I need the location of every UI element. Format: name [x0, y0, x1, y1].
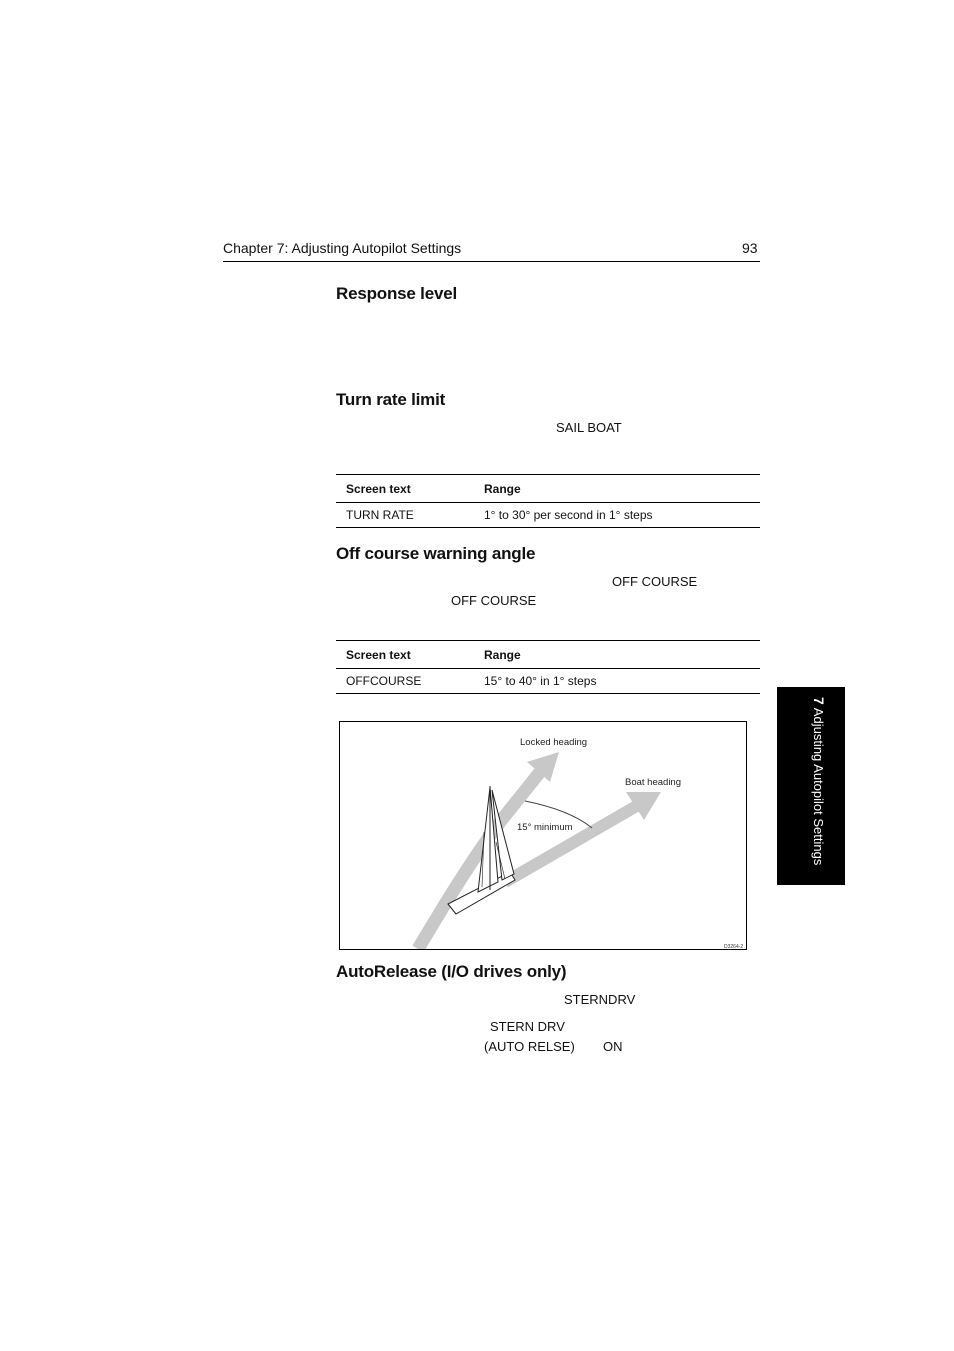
- inline-sterndrv: STERNDRV: [564, 992, 636, 1007]
- inline-off-course-1: OFF COURSE: [612, 574, 698, 589]
- table-header-cell: Range: [474, 641, 760, 669]
- table-header-row: [336, 641, 760, 669]
- table-header-row: [336, 475, 760, 503]
- diagram-illustration: [340, 722, 746, 949]
- table-cell: OFFCOURSE: [336, 669, 474, 694]
- chapter-side-tab: [777, 687, 845, 885]
- table-row: [336, 503, 760, 528]
- inline-on: ON: [603, 1039, 623, 1054]
- heading-response-level: Response level: [336, 284, 457, 303]
- figure-id: D3264-2: [724, 944, 744, 949]
- heading-off-course-warning: Off course warning angle: [336, 544, 536, 563]
- table-row: [336, 669, 760, 694]
- off-course-table: [336, 640, 760, 694]
- turn-rate-table: [336, 474, 760, 528]
- locked-heading-arrow-shaft: [418, 772, 540, 949]
- table-cell: 1° to 30° per second in 1° steps: [474, 503, 760, 528]
- page-number: 93: [742, 240, 758, 256]
- chapter-tab-number: 7: [811, 697, 827, 705]
- header-divider: [223, 261, 760, 262]
- table-header-cell: Range: [474, 475, 760, 503]
- angle-label: 15° minimum: [517, 822, 573, 833]
- table-header-cell: Screen text: [336, 641, 474, 669]
- inline-stern-drv: STERN DRV: [490, 1019, 565, 1034]
- table-cell: 15° to 40° in 1° steps: [474, 669, 760, 694]
- chapter-tab-text: [811, 697, 827, 865]
- table-header-cell: Screen text: [336, 475, 474, 503]
- running-header-chapter: Chapter 7: Adjusting Autopilot Settings: [223, 240, 462, 256]
- heading-autorelease: AutoRelease (I/O drives only): [336, 962, 567, 981]
- inline-sail-boat: SAIL BOAT: [556, 420, 622, 435]
- chapter-tab-label: Adjusting Autopilot Settings: [811, 707, 826, 866]
- boat-heading-label: Boat heading: [625, 777, 681, 788]
- locked-heading-label: Locked heading: [520, 737, 588, 748]
- table-cell: TURN RATE: [336, 503, 474, 528]
- inline-off-course-2: OFF COURSE: [451, 593, 537, 608]
- heading-turn-rate-limit: Turn rate limit: [336, 390, 446, 409]
- inline-auto-relse: (AUTO RELSE): [484, 1039, 575, 1054]
- off-course-diagram: [339, 721, 747, 950]
